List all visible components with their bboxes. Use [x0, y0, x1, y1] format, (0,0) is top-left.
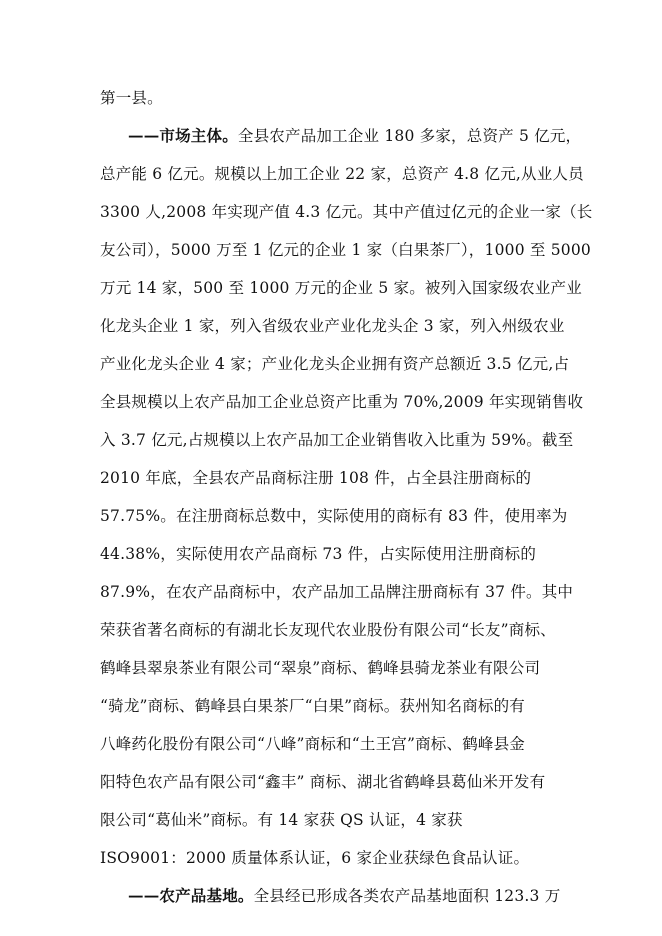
paragraph-line: 总产能 6 亿元。规模以上加工企业 22 家，总资产 4.8 亿元,从业人员	[100, 165, 584, 183]
paragraph-line: 2010 年底，全县农产品商标注册 108 件，占全县注册商标的	[100, 469, 532, 487]
paragraph-line: 万元 14 家，500 至 1000 万元的企业 5 家。被列入国家级农业产业	[100, 279, 582, 297]
paragraph-line: 44.38%，实际使用农产品商标 73 件，占实际使用注册商标的	[100, 545, 537, 563]
paragraph-line: 57.75%。在注册商标总数中，实际使用的商标有 83 件，使用率为	[100, 507, 568, 525]
paragraph-text: 全县农产品加工企业 180 多家，总资产 5 亿元，	[237, 127, 582, 145]
paragraph-line: 入 3.7 亿元,占规模以上农产品加工企业销售收入比重为 59%。截至	[100, 431, 574, 449]
paragraph-line: 87.9%，在农产品商标中，农产品加工品牌注册商标有 37 件。其中	[100, 583, 574, 601]
section-heading-line	[128, 126, 581, 146]
paragraph-line: 荣获省著名商标的有湖北长友现代农业股份有限公司“长友”商标、	[100, 621, 556, 639]
paragraph-line: 阳特色农产品有限公司“鑫丰” 商标、湖北省鹤峰县葛仙米开发有	[100, 773, 546, 791]
paragraph-line: 友公司），5000 万至 1 亿元的企业 1 家（白果茶厂），1000 至 5000	[100, 241, 591, 259]
paragraph-line: ISO9001：2000 质量体系认证，6 家企业获绿色食品认证。	[100, 849, 530, 867]
paragraph-text: 全县经已形成各类农产品基地面积 123.3 万	[253, 887, 561, 905]
paragraph-line: 产业化龙头企业 4 家；产业化龙头企业拥有资产总额近 3.5 亿元,占	[100, 355, 570, 373]
section-heading-market: ——市场主体。	[128, 126, 238, 145]
paragraph-line: 3300 人,2008 年实现产值 4.3 亿元。其中产值过亿元的企业一家（长	[100, 203, 593, 221]
paragraph-line: 全县规模以上农产品加工企业总资产比重为 70%,2009 年实现销售收	[100, 393, 584, 411]
section-heading-line	[128, 886, 560, 906]
paragraph-line: “骑龙”商标、鹤峰县白果茶厂“白果”商标。获州知名商标的有	[100, 697, 525, 715]
paragraph-line: 鹤峰县翠泉茶业有限公司“翠泉”商标、鹤峰县骑龙茶业有限公司	[100, 659, 541, 677]
paragraph-line: 第一县。	[100, 89, 163, 107]
paragraph-line: 八峰药化股份有限公司“八峰”商标和“土王宫”商标、鹤峰县金	[100, 735, 525, 753]
paragraph-line: 化龙头企业 1 家，列入省级农业产业化龙头企 3 家，列入州级农业	[100, 317, 565, 335]
section-heading-base: ——农产品基地。	[128, 886, 254, 905]
paragraph-line: 限公司“葛仙米”商标。有 14 家获 QS 认证，4 家获	[100, 811, 463, 829]
